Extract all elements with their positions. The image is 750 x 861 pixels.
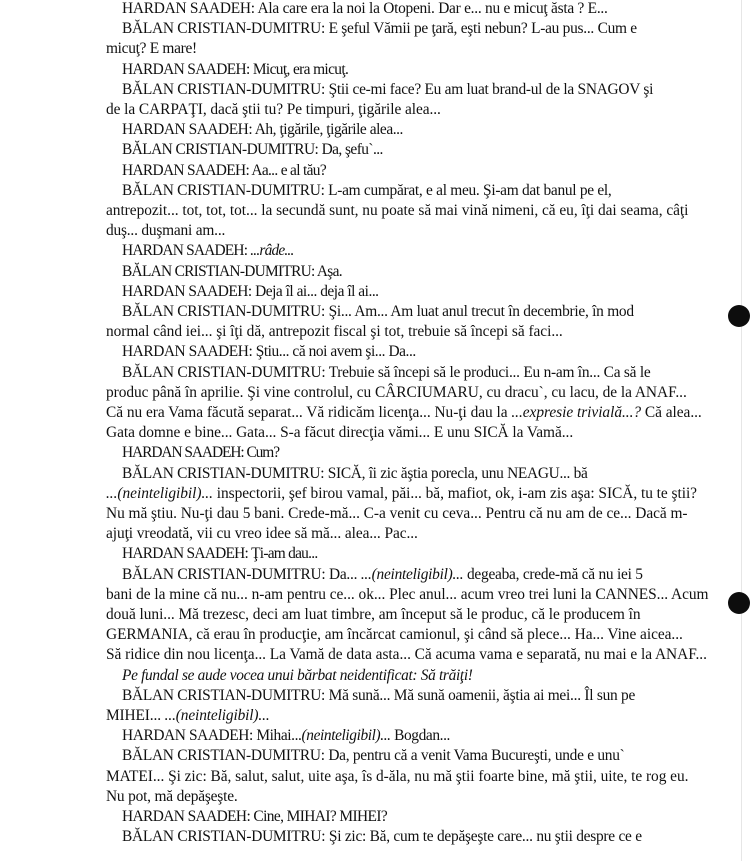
line-text: BĂLAN CRISTIAN-DUMITRU: Şi... Am... Am luat anul trecut în decembrie, în mod [122,303,634,320]
line-text: BĂLAN CRISTIAN-DUMITRU: L-am cumpărat, e al meu. Şi-am dat banul pe el, [122,181,612,199]
line-text: HARDAN SAADEH: Aa... e al tău? [122,161,326,179]
line-text: BĂLAN CRISTIAN-DUMITRU: Da, şefu`... [122,141,383,159]
line-text: micuţ? E mare! [106,40,197,58]
line-text: BĂLAN CRISTIAN-DUMITRU: Mă sună... Mă sună oamenii, ăştia ai mei... Îl sun pe [122,686,636,704]
transcript-line [122,139,750,161]
transcript-line [122,341,750,363]
line-text: HARDAN SAADEH: Ştiu... că noi avem şi... Da... [122,343,416,361]
transcript-line [106,220,734,242]
line-text: ajuţi vreodată, vii cu vreo idee să mă... alea... Pac... [106,525,418,543]
transcript-line [106,624,734,646]
transcript-line [122,826,750,848]
transcript-line [106,402,734,424]
transcript-line [106,705,734,727]
line-italic-note: ...expresie trivială...? [511,404,642,421]
line-italic-note: Pe fundal se aude vocea unui bărbat neidentificat: Să trăiţi! [122,666,473,684]
transcript-line [122,543,750,565]
transcript-line [106,200,734,222]
line-text: HARDAN SAADEH: Ala care era la noi la Otopeni. Dar e... nu e micuţ ăsta ? E... [122,0,608,17]
line-text: HARDAN SAADEH: Deja îl ai... deja îl ai... [122,282,379,300]
line-text: HARDAN SAADEH: Mihai... [122,727,302,745]
punch-hole-bottom [728,592,750,614]
transcript-line [122,0,750,20]
line-text: bani de la mine că nu... n-am pentru ce... ok... Plec anul... acum vreo trei luni la CANNES... Acum [106,585,709,603]
transcript-line [122,79,750,101]
line-text-after: Bogdan... [390,727,451,745]
transcript-line [122,301,750,323]
line-italic-note: (neinteligibil)... [301,727,391,745]
line-text: HARDAN SAADEH: Ah, ţigările, ţigările alea... [122,121,403,139]
transcript-line [106,38,734,60]
transcript-line [122,261,750,283]
transcript-line [106,644,734,666]
transcript-line [122,180,750,202]
line-text-after: Că alea... [641,404,702,421]
transcript-line [106,584,734,606]
line-italic-note: ...(neinteligibil)... [164,707,270,724]
transcript-line [122,281,750,303]
line-text: BĂLAN CRISTIAN-DUMITRU: Aşa. [122,262,342,280]
transcript-line [106,483,734,505]
line-text: BĂLAN CRISTIAN-DUMITRU: E şeful Vămii pe ţară, eşti nebun? L-au pus... Cum e [122,20,637,38]
line-italic-note: ...(neinteligibil)... [106,484,213,502]
line-italic-note: ...râde... [250,242,294,260]
line-text: BĂLAN CRISTIAN-DUMITRU: Trebuie să începi să le produci... Eu n-am în... Ca să le [122,363,651,381]
transcript-line [122,806,750,828]
line-text: HARDAN SAADEH: Cum? [122,444,279,462]
transcript-line [106,786,734,808]
line-text: Gata domne e bine... Gata... S-a făcut direcţia vămi... E unu SICĂ la Vamă... [106,424,574,442]
line-text: Să ridice din nou licenţa... La Vamă de data asta... Că acuma vama e separată, nu mai e la ANAF... [106,646,707,664]
line-text: produc până în aprilie. Şi vine controlul, cu CÂRCIUMARU, cu dracu`, cu lacu, de la ANAF... [106,383,687,401]
transcript-line [122,685,750,707]
line-text: Nu pot, mă depăşeşte. [106,787,238,805]
transcript-line [122,59,750,81]
transcript-line [122,240,750,262]
transcript-line [106,99,734,121]
line-text-after: inspectorii, şef birou vamal, păi... bă, mafiot, ok, i-am zis aşa: SICĂ, tu te ştii? [212,484,697,502]
line-text: BĂLAN CRISTIAN-DUMITRU: SICĂ, îi zic ăştia porecla, unu NEAGU... bă [122,464,588,482]
transcript-line [106,766,734,788]
line-text: MIHEI... [106,707,165,724]
transcript-line [122,18,750,40]
transcript-line [122,463,750,485]
line-text: normal când iei... şi îţi dă, antrepozit fiscal şi tot, trebuie să începi să faci... [106,323,563,341]
transcript-line [122,725,750,747]
transcript-line [122,442,750,464]
punch-hole-top [728,305,750,327]
line-text: HARDAN SAADEH: Micuţ, era micuţ. [122,60,349,78]
transcript-line [122,362,750,384]
line-text: BĂLAN CRISTIAN-DUMITRU: Da, pentru că a venit Vama Bucureşti, unde e unu` [122,747,625,765]
line-text: HARDAN SAADEH: [122,242,251,260]
line-text: BĂLAN CRISTIAN-DUMITRU: Da... [122,565,361,583]
line-text: Nu mă ştiu. Nu-ţi dau 5 bani. Crede-mă... C-a venit cu ceva... Pentru că nu am de ce... Dacă m- [106,505,688,522]
line-text: antrepozit... tot, tot, tot... la secundă sunt, nu poate să mai vină nimeni, că eu, îţi dai seama, câţi [106,202,689,219]
transcript-line [106,523,734,545]
line-text: HARDAN SAADEH: Ţi-am dau... [122,545,318,563]
transcript-line [122,160,750,182]
line-text: duş... duşmani am... [106,222,226,240]
transcript-line [106,503,734,525]
transcript-line [106,321,734,343]
transcript-line [106,604,734,626]
line-italic-note: ...(neinteligibil)... [360,565,464,583]
transcript-line [122,745,750,767]
line-text: GERMANIA, că erau în producţie, am încărcat camionul, şi când să plece... Ha... Vine aicea... [106,626,683,644]
transcript-line [106,422,734,444]
line-text: BĂLAN CRISTIAN-DUMITRU: Şi zic: Bă, cum te depăşeşte care... nu ştii despre ce e [122,828,642,846]
line-text: BĂLAN CRISTIAN-DUMITRU: Ştii ce-mi face? Eu am luat brand-ul de la SNAGOV şi [122,80,654,98]
line-text: două luni... Mă trezesc, deci am luat timbre, am început să le produc, că le producem în [106,606,641,623]
transcript-line [122,564,750,586]
transcript-line [122,665,750,687]
line-text: de la CARPAŢI, dacă ştii tu? Pe timpuri, ţigările alea... [106,101,441,118]
line-text: HARDAN SAADEH: Cine, MIHAI? MIHEI? [122,808,388,825]
line-text-after: degeaba, crede-mă că nu iei 5 [463,565,643,583]
transcript-line [122,119,750,141]
line-text: MATEI... Şi zic: Bă, salut, salut, uite aşa, îs d-ăla, nu mă ştii foarte bine, mă ştii, uite, te rog eu. [106,767,689,785]
transcript-line [106,382,734,404]
line-text: Că nu era Vama făcută separat... Vă ridicăm licenţa... Nu-ţi dau la [106,404,512,421]
